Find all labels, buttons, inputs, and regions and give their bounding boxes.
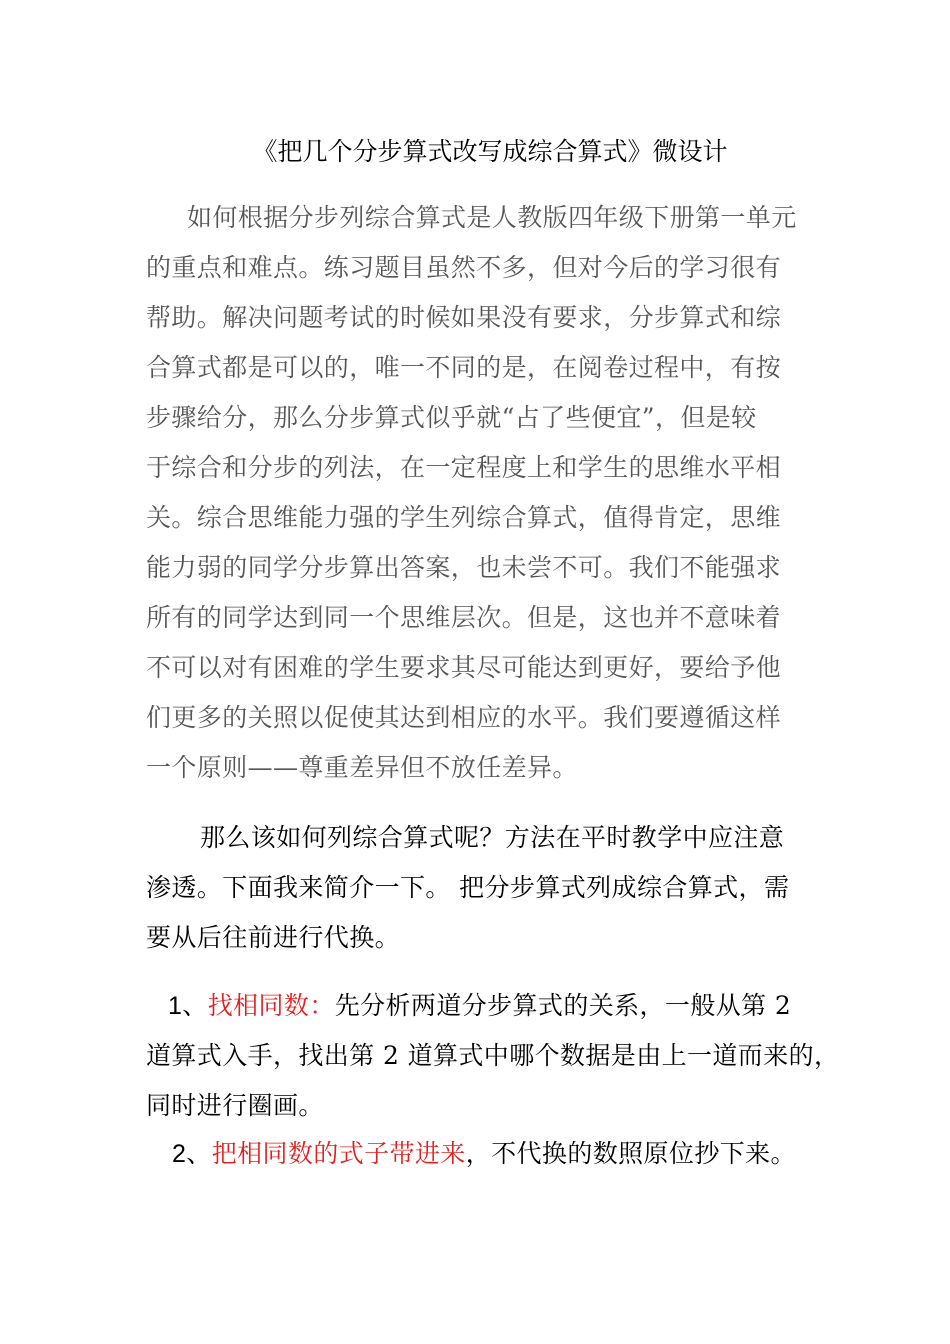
- paragraph1-line: 的重点和难点。练习题目虽然不多，但对今后的学习很有: [146, 253, 782, 282]
- step2-highlight: 把相同数的式子带进来: [211, 1139, 466, 1168]
- paragraph1-line: 步骤给分，那么分步算式似乎就“占了些便宜”，但是较: [146, 403, 757, 432]
- paragraph1-line: 不可以对有困难的学生要求其尽可能达到更好，要给予他: [146, 653, 782, 682]
- step1-number: 1、: [168, 992, 208, 1020]
- paragraph1-line: 所有的同学达到同一个思维层次。但是，这也并不意味着: [146, 603, 782, 632]
- paragraph1-line: 们更多的关照以促使其达到相应的水平。我们要遵循这样: [146, 703, 782, 732]
- step1-line: 道算式入手，找出第 2 道算式中哪个数据是由上一道而来的，: [146, 1041, 840, 1070]
- paragraph1-line: 一个原则——尊重差异但不放任差异。: [146, 753, 578, 782]
- paragraph1-line: 帮助。解决问题考试的时候如果没有要求，分步算式和综: [146, 303, 782, 332]
- step2-line: [172, 1134, 796, 1174]
- paragraph1-line: 于综合和分步的列法，在一定程度上和学生的思维水平相: [146, 453, 782, 482]
- step1-line: [168, 986, 791, 1026]
- paragraph2-line: 那么该如何列综合算式呢？方法在平时教学中应注意: [200, 823, 785, 852]
- paragraph2-line: 要从后往前进行代换。: [146, 923, 401, 952]
- step1-line: 同时进行圈画。: [146, 1091, 324, 1120]
- step2-number: 2、: [172, 1140, 212, 1168]
- paragraph1-line: 能力弱的同学分步算出答案，也未尝不可。我们不能强求: [146, 553, 782, 582]
- step1-highlight: 找相同数：: [207, 991, 335, 1020]
- step2-text: ，不代换的数照原位抄下来。: [465, 1139, 796, 1168]
- step1-text: 先分析两道分步算式的关系，一般从第 2: [334, 991, 792, 1020]
- paragraph1-line: 如何根据分步列综合算式是人教版四年级下册第一单元: [187, 203, 797, 232]
- document-title: 《把几个分步算式改写成综合算式》微设计: [252, 137, 728, 166]
- paragraph2-line: 渗透。下面我来简介一下。 把分步算式列成综合算式，需: [146, 873, 790, 902]
- paragraph1-line: 关。综合思维能力强的学生列综合算式，值得肯定，思维: [146, 503, 782, 532]
- paragraph1-line: 合算式都是可以的，唯一不同的是，在阅卷过程中，有按: [146, 353, 782, 382]
